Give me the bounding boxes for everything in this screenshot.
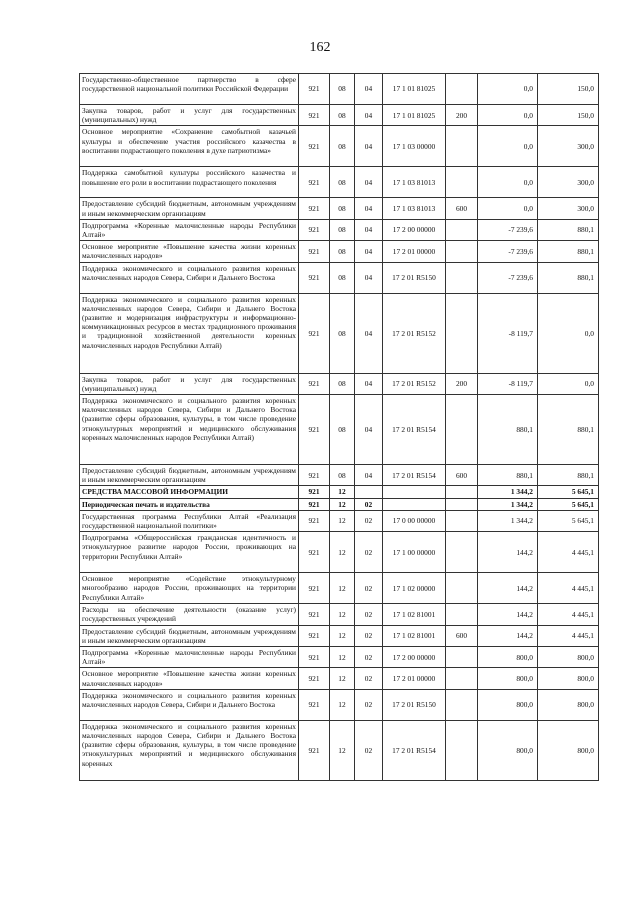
amount-total-cell: 800,0 [538,720,599,780]
subsection-cell: 04 [355,293,383,373]
amount-change-cell: -7 239,6 [478,219,538,240]
ved-cell: 921 [299,604,330,625]
amount-change-cell: 0,0 [478,105,538,126]
row-name-cell: Поддержка экономического и социального развития коренных малочисленных народов Севера, Сибири и Дальнего Востока (развитие сферы образования, культуры, в том числе проведение этнокультурных мероприятий и медицинского обслуживания коренных [80,720,299,780]
subsection-cell: 02 [355,573,383,604]
target-article-cell: 17 1 02 81001 [383,604,446,625]
target-article-cell: 17 2 01 R5154 [383,720,446,780]
amount-change-cell: 144,2 [478,532,538,573]
row-name-cell: Подпрограмма «Коренные малочисленные народы Республики Алтай» [80,647,299,668]
subsection-cell: 04 [355,105,383,126]
section-cell: 08 [330,262,355,293]
table-row [80,720,599,780]
ved-cell: 921 [299,241,330,262]
row-name-cell: Предоставление субсидий бюджетным, автономным учреждениям и иным некоммерческим организациям [80,625,299,646]
section-cell: 12 [330,532,355,573]
table-row [80,625,599,646]
amount-change-cell: 800,0 [478,668,538,689]
section-cell: 12 [330,510,355,531]
amount-total-cell: 4 445,1 [538,573,599,604]
subsection-cell: 04 [355,167,383,198]
table-row [80,395,599,465]
section-cell: 08 [330,293,355,373]
amount-change-cell: 144,2 [478,625,538,646]
section-cell: 08 [330,395,355,465]
target-article-cell: 17 2 00 00000 [383,647,446,668]
target-article-cell: 17 1 01 81025 [383,105,446,126]
target-article-cell: 17 1 02 00000 [383,573,446,604]
table-row [80,198,599,219]
ved-cell: 921 [299,668,330,689]
row-name-cell: Поддержка экономического и социального развития коренных малочисленных народов Севера, Сибири и Дальнего Востока [80,262,299,293]
target-article-cell: 17 2 01 00000 [383,668,446,689]
ved-cell: 921 [299,465,330,486]
amount-total-cell: 150,0 [538,74,599,105]
row-name-cell: Подпрограмма «Коренные малочисленные народы Республики Алтай» [80,219,299,240]
amount-total-cell: 880,1 [538,219,599,240]
subsection-cell: 02 [355,668,383,689]
expense-type-cell [446,241,478,262]
table-row [80,573,599,604]
amount-change-cell: 144,2 [478,604,538,625]
amount-total-cell: 800,0 [538,647,599,668]
row-name-cell: Основное мероприятие «Сохранение самобытной казачьей культуры и обеспечение участия российского казачества в воспитании подрастающего поколения в духе патриотизма» [80,126,299,167]
table-row [80,604,599,625]
ved-cell: 921 [299,395,330,465]
target-article-cell: 17 1 00 00000 [383,532,446,573]
target-article-cell: 17 2 00 00000 [383,219,446,240]
amount-total-cell: 800,0 [538,668,599,689]
row-name-cell: Основное мероприятие «Повышение качества жизни коренных малочисленных народов» [80,668,299,689]
expense-type-cell [446,720,478,780]
ved-cell: 921 [299,74,330,105]
amount-change-cell: 880,1 [478,395,538,465]
subsection-cell: 04 [355,198,383,219]
expense-type-cell [446,573,478,604]
section-cell: 08 [330,465,355,486]
row-name-cell: Основное мероприятие «Повышение качества жизни коренных малочисленных народов» [80,241,299,262]
row-name-cell: Предоставление субсидий бюджетным, автономным учреждениям и иным некоммерческим организациям [80,198,299,219]
subsection-cell: 02 [355,532,383,573]
target-article-cell: 17 1 03 81013 [383,198,446,219]
expense-type-cell [446,532,478,573]
section-cell: 08 [330,74,355,105]
subsection-cell: 02 [355,510,383,531]
ved-cell: 921 [299,532,330,573]
amount-total-cell: 800,0 [538,689,599,720]
subsection-cell: 02 [355,625,383,646]
ved-cell: 921 [299,293,330,373]
expense-type-cell: 600 [446,465,478,486]
amount-change-cell: 800,0 [478,689,538,720]
subsection-cell: 02 [355,647,383,668]
amount-change-cell: 1 344,2 [478,510,538,531]
row-name-cell: Поддержка экономического и социального развития коренных малочисленных народов Севера, Сибири и Дальнего Востока (развитие и модернизация инфраструктуры и информационно-коммуникационных ресурсов в местах традиционного проживания и традиционной хозяйственной деятельности коренных малочисленных народов Республики Алтай) [80,293,299,373]
subsection-cell: 02 [355,689,383,720]
amount-total-cell: 150,0 [538,105,599,126]
subsection-cell [355,486,383,498]
ved-cell: 921 [299,167,330,198]
target-article-cell: 17 2 01 R5152 [383,293,446,373]
table-body [80,74,599,781]
ved-cell: 921 [299,625,330,646]
expense-type-cell [446,293,478,373]
table-row [80,647,599,668]
expense-type-cell [446,74,478,105]
target-article-cell: 17 2 01 00000 [383,241,446,262]
section-cell: 12 [330,647,355,668]
amount-change-cell: 0,0 [478,167,538,198]
target-article-cell: 17 2 01 R5154 [383,395,446,465]
amount-change-cell: 144,2 [478,573,538,604]
expense-type-cell [446,689,478,720]
amount-total-cell: 5 645,1 [538,486,599,498]
amount-change-cell: 1 344,2 [478,498,538,510]
subsection-cell: 02 [355,720,383,780]
table-row [80,689,599,720]
table-row [80,668,599,689]
target-article-cell [383,498,446,510]
row-name-cell: Государственная программа Республики Алтай «Реализация государственной национальной политики» [80,510,299,531]
expense-type-cell [446,604,478,625]
row-name-cell: Предоставление субсидий бюджетным, автономным учреждениям и иным некоммерческим организациям [80,465,299,486]
expense-type-cell: 600 [446,625,478,646]
expense-type-cell: 600 [446,198,478,219]
section-cell: 12 [330,668,355,689]
target-article-cell: 17 1 01 81025 [383,74,446,105]
expense-type-cell [446,647,478,668]
ved-cell: 921 [299,647,330,668]
amount-total-cell: 300,0 [538,167,599,198]
amount-total-cell: 880,1 [538,465,599,486]
expense-type-cell [446,395,478,465]
section-cell: 12 [330,720,355,780]
expense-type-cell [446,126,478,167]
section-cell: 12 [330,573,355,604]
amount-change-cell: 0,0 [478,74,538,105]
ved-cell: 921 [299,219,330,240]
row-name-cell: Основное мероприятие «Содействие этнокультурному многообразию народов России, проживающих на территории Республики Алтай» [80,573,299,604]
target-article-cell: 17 1 03 00000 [383,126,446,167]
amount-total-cell: 880,1 [538,395,599,465]
target-article-cell: 17 2 01 R5152 [383,373,446,394]
target-article-cell: 17 2 01 R5150 [383,262,446,293]
row-name-cell: Поддержка экономического и социального развития коренных малочисленных народов Севера, Сибири и Дальнего Востока (развитие сферы образования, культуры, в том числе проведение этнокультурных мероприятий и медицинского обслуживания коренных малочисленных народов Республики Алтай) [80,395,299,465]
ved-cell: 921 [299,720,330,780]
subsection-cell: 04 [355,126,383,167]
table-row [80,74,599,105]
row-name-cell: СРЕДСТВА МАССОВОЙ ИНФОРМАЦИИ [80,486,299,498]
amount-change-cell: -7 239,6 [478,262,538,293]
section-cell: 12 [330,689,355,720]
amount-total-cell: 4 445,1 [538,625,599,646]
ved-cell: 921 [299,498,330,510]
section-cell: 08 [330,219,355,240]
section-cell: 08 [330,373,355,394]
section-cell: 08 [330,105,355,126]
ved-cell: 921 [299,198,330,219]
table-row [80,373,599,394]
ved-cell: 921 [299,105,330,126]
amount-change-cell: 800,0 [478,647,538,668]
table-row [80,532,599,573]
table-row [80,465,599,486]
amount-total-cell: 4 445,1 [538,532,599,573]
expense-type-cell [446,510,478,531]
expense-type-cell [446,498,478,510]
subsection-cell: 04 [355,465,383,486]
ved-cell: 921 [299,126,330,167]
amount-change-cell: 1 344,2 [478,486,538,498]
table-row [80,126,599,167]
expense-type-cell: 200 [446,105,478,126]
subsection-cell: 04 [355,395,383,465]
expense-type-cell [446,486,478,498]
ved-cell: 921 [299,689,330,720]
section-cell: 08 [330,198,355,219]
row-name-cell: Подпрограмма «Общероссийская гражданская идентичность и этнокультурное развитие народов России, проживающих на территории Республики Алтай» [80,532,299,573]
target-article-cell: 17 2 01 R5154 [383,465,446,486]
subsection-cell: 02 [355,604,383,625]
row-name-cell: Периодическая печать и издательства [80,498,299,510]
expense-type-cell: 200 [446,373,478,394]
section-cell: 12 [330,625,355,646]
table-row [80,510,599,531]
subsection-cell: 04 [355,219,383,240]
section-cell: 12 [330,604,355,625]
subsection-cell: 04 [355,241,383,262]
ved-cell: 921 [299,510,330,531]
amount-change-cell: 0,0 [478,198,538,219]
amount-change-cell: 880,1 [478,465,538,486]
expense-type-cell [446,262,478,293]
subsection-cell: 04 [355,74,383,105]
section-cell: 08 [330,167,355,198]
expense-type-cell [446,668,478,689]
amount-total-cell: 0,0 [538,293,599,373]
amount-total-cell: 880,1 [538,262,599,293]
amount-change-cell: -7 239,6 [478,241,538,262]
subsection-cell: 04 [355,262,383,293]
budget-table [79,73,599,781]
amount-total-cell: 0,0 [538,373,599,394]
amount-total-cell: 300,0 [538,126,599,167]
row-name-cell: Поддержка экономического и социального развития коренных малочисленных народов Севера, Сибири и Дальнего Востока [80,689,299,720]
table-row [80,241,599,262]
table-row [80,167,599,198]
target-article-cell: 17 1 02 81001 [383,625,446,646]
amount-total-cell: 300,0 [538,198,599,219]
target-article-cell: 17 1 03 81013 [383,167,446,198]
section-cell: 08 [330,241,355,262]
section-cell: 12 [330,486,355,498]
table-row [80,219,599,240]
amount-total-cell: 5 645,1 [538,498,599,510]
section-cell: 12 [330,498,355,510]
row-name-cell: Поддержка самобытной культуры российского казачества и повышение его роли в воспитании подрастающего поколения [80,167,299,198]
ved-cell: 921 [299,486,330,498]
expense-type-cell [446,219,478,240]
table-row [80,498,599,510]
table-row [80,486,599,498]
amount-total-cell: 880,1 [538,241,599,262]
table-row [80,262,599,293]
target-article-cell: 17 0 00 00000 [383,510,446,531]
table-row [80,293,599,373]
row-name-cell: Расходы на обеспечение деятельности (оказание услуг) государственных учреждений [80,604,299,625]
ved-cell: 921 [299,262,330,293]
amount-total-cell: 4 445,1 [538,604,599,625]
target-article-cell: 17 2 01 R5150 [383,689,446,720]
section-cell: 08 [330,126,355,167]
subsection-cell: 02 [355,498,383,510]
row-name-cell: Закупка товаров, работ и услуг для государственных (муниципальных) нужд [80,105,299,126]
ved-cell: 921 [299,373,330,394]
table-row [80,105,599,126]
row-name-cell: Государственно-общественное партнерство в сфере государственной национальной политики Российской Федерации [80,74,299,105]
expense-type-cell [446,167,478,198]
ved-cell: 921 [299,573,330,604]
amount-change-cell: 0,0 [478,126,538,167]
amount-total-cell: 5 645,1 [538,510,599,531]
page-number: 162 [309,40,331,55]
amount-change-cell: -8 119,7 [478,373,538,394]
amount-change-cell: -8 119,7 [478,293,538,373]
row-name-cell: Закупка товаров, работ и услуг для государственных (муниципальных) нужд [80,373,299,394]
subsection-cell: 04 [355,373,383,394]
amount-change-cell: 800,0 [478,720,538,780]
target-article-cell [383,486,446,498]
